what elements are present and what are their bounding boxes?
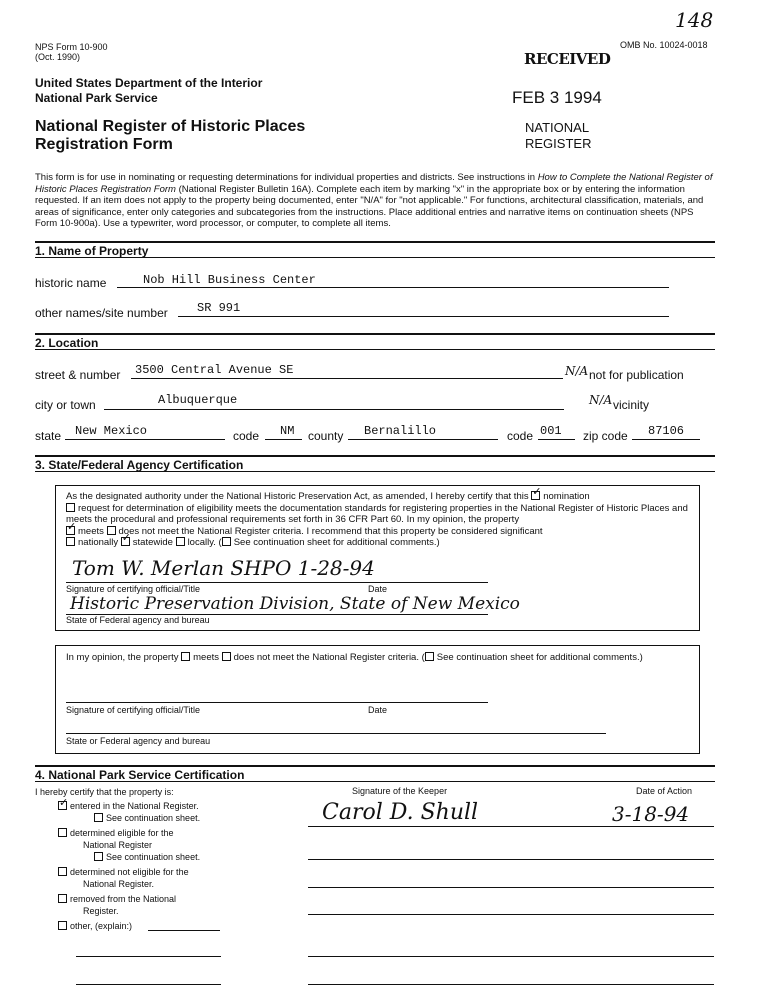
department: United States Department of the Interior: [35, 76, 263, 90]
omb-number: OMB No. 10024-0018: [620, 40, 708, 50]
vicinity-label: vicinity: [613, 398, 650, 412]
nationally-checkbox[interactable]: [66, 537, 75, 546]
form-subtitle: Registration Form: [35, 136, 173, 153]
historic-name-value: Nob Hill Business Center: [143, 273, 316, 287]
opinion-signature-line: [66, 702, 488, 703]
continuation-checkbox[interactable]: [222, 537, 231, 546]
not-eligible-checkbox[interactable]: [58, 867, 67, 876]
city-value: Albuquerque: [158, 393, 238, 407]
keeper-line-2: [308, 859, 714, 860]
keeper-line-6: [308, 984, 714, 985]
entered-checkbox[interactable]: [58, 801, 67, 810]
eligible-continuation-checkbox[interactable]: [94, 852, 103, 861]
section-3-heading: 3. State/Federal Agency Certification: [35, 455, 715, 472]
nps-intro: I hereby certify that the property is:: [35, 787, 174, 797]
other-checkbox[interactable]: [58, 921, 67, 930]
opinion-agency-label: State or Federal agency and bureau: [66, 736, 211, 746]
opinion-meets-checkbox[interactable]: [181, 652, 190, 661]
county-label: county: [308, 429, 344, 443]
county-code-value: 001: [540, 424, 562, 438]
state-code-value: NM: [280, 424, 295, 438]
county-value: Bernalillo: [364, 424, 437, 438]
stamp-national: NATIONAL: [525, 120, 590, 135]
other-names-field[interactable]: [178, 303, 669, 317]
keeper-line-3: [308, 887, 714, 888]
action-date-label: Date of Action: [636, 786, 693, 796]
keeper-line-1: [308, 826, 714, 827]
nomination-checkbox[interactable]: [531, 491, 540, 500]
state-label: state: [35, 429, 62, 443]
county-code-label: code: [507, 429, 534, 443]
explain-line-2[interactable]: [76, 984, 221, 985]
other-names-value: SR 991: [197, 301, 241, 315]
intro-paragraph: This form is for use in nominating or requesting determinations for individual properties and districts. See instructions in How to Complete the National Register of Historic Places Registration Form (National Register Bulletin 16A). Complete each item by marking "x" in the appropriate box or by entering the information requested. If an item does not apply to the property being documented, enter "N/A" for "not applicable." For functions, architectural classification, materials, and areas of significance, enter only categories and subcategories from the instructions. Place additional entries and narrative items on continuation sheets (NPS Form 10-900a). Use a typewriter, word processor, or computer, to complete all items.: [35, 172, 713, 229]
not-publication-value: N/A: [565, 364, 589, 378]
historic-name-label: historic name: [35, 276, 107, 290]
locally-checkbox[interactable]: [176, 537, 185, 546]
page-number: 148: [675, 8, 714, 32]
state-value: New Mexico: [75, 424, 148, 438]
zip-label: zip code: [583, 429, 628, 443]
agency-handwritten: Historic Preservation Division, State of New Mexico: [70, 594, 520, 614]
opinion-text: In my opinion, the property meets does not meet the National Register criteria. ( See continuation sheet for additional comments.): [66, 652, 643, 663]
entered-continuation-checkbox[interactable]: [94, 813, 103, 822]
service: National Park Service: [35, 91, 158, 105]
keeper-label: Signature of the Keeper: [352, 786, 448, 796]
opinion-agency-line: [66, 733, 606, 734]
other-names-label: other names/site number: [35, 306, 168, 320]
form-title: National Register of Historic Places: [35, 118, 306, 135]
state-code-label: code: [233, 429, 260, 443]
form-number: NPS Form 10-900: [35, 42, 108, 52]
does-not-meet-checkbox[interactable]: [107, 526, 116, 535]
date-label: Date: [368, 584, 388, 594]
shpo-signature: Tom W. Merlan SHPO 1-28-94: [72, 556, 375, 580]
explain-line-1[interactable]: [76, 956, 221, 957]
zip-value: 87106: [648, 424, 685, 438]
stamp-date: FEB 3 1994: [512, 88, 602, 107]
request-checkbox[interactable]: [66, 503, 75, 512]
opinion-date-label: Date: [368, 705, 388, 715]
signature-label: Signature of certifying official/Title: [66, 584, 201, 594]
opinion-signature-label: Signature of certifying official/Title: [66, 705, 201, 715]
city-label: city or town: [35, 398, 96, 412]
opinion-continuation-checkbox[interactable]: [425, 652, 434, 661]
certification-text: As the designated authority under the National Historic Preservation Act, as amended, I hereby certify that this ✓ nomination request for determination of eligibility meets the documentation standards for registering properties in the National Register of Historic Places and meets the procedural and professional requirements set forth in 36 CFR Part 60. In my opinion, the property ✓meets does not meet the National Register criteria. I recommend that this property be considered significant nationally ✓ statewide locally. ( See continuation sheet for additional comments.): [66, 491, 696, 549]
not-publication-label: not for publication: [589, 368, 684, 382]
stamp-received: RECEIVED: [524, 50, 611, 68]
keeper-line-5: [308, 956, 714, 957]
form-date: (Oct. 1990): [35, 52, 81, 62]
street-value: 3500 Central Avenue SE: [135, 363, 294, 377]
signature-line: [66, 582, 488, 583]
section-4-heading: 4. National Park Service Certification: [35, 765, 715, 782]
opinion-does-not-meet-checkbox[interactable]: [222, 652, 231, 661]
street-label: street & number: [35, 368, 121, 382]
stamp-register: REGISTER: [525, 136, 592, 151]
section-1-heading: 1. Name of Property: [35, 241, 715, 258]
agency-label: State of Federal agency and bureau: [66, 615, 210, 625]
other-explain-line[interactable]: [148, 930, 220, 931]
action-date-value: 3-18-94: [612, 802, 690, 826]
removed-checkbox[interactable]: [58, 894, 67, 903]
keeper-line-4: [308, 914, 714, 915]
section-2-heading: 2. Location: [35, 333, 715, 350]
statewide-checkbox[interactable]: [121, 537, 130, 546]
meets-checkbox[interactable]: [66, 526, 75, 535]
nps-options: ✓entered in the National Register. See continuation sheet. determined eligible for the National Register See continuation sheet. determined not eligible for the National Register. removed from the National Register. other, (explain:): [58, 800, 200, 932]
keeper-signature: Carol D. Shull: [322, 800, 479, 825]
eligible-checkbox[interactable]: [58, 828, 67, 837]
vicinity-value: N/A: [589, 393, 613, 407]
